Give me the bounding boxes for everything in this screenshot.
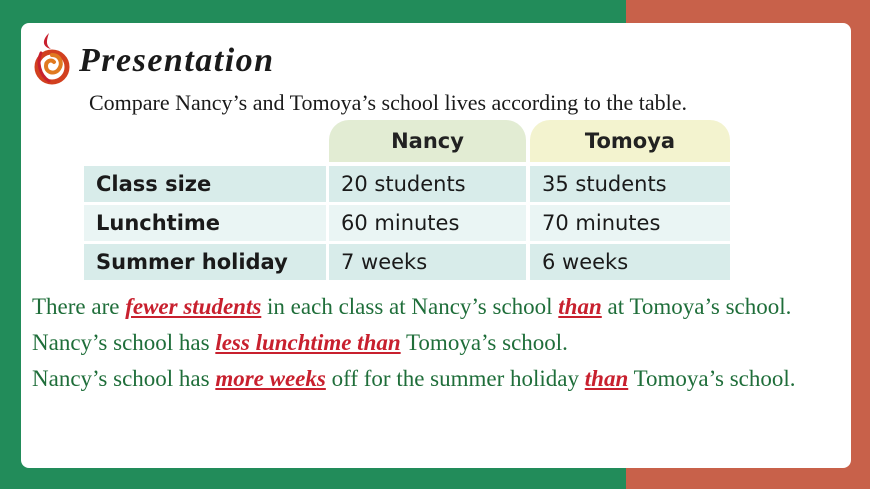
- sentence-text: Tomoya’s school.: [400, 330, 568, 355]
- row-label: Class size: [84, 166, 326, 202]
- sentence-text: at Tomoya’s school.: [601, 294, 792, 319]
- table-row: [84, 205, 730, 241]
- nancy-value: 7 weeks: [329, 244, 526, 280]
- answer-blank: less lunchtime than: [215, 330, 401, 355]
- instruction-text: Compare Nancy’s and Tomoya’s school lives according to the table.: [89, 90, 688, 115]
- table-row: [84, 244, 730, 280]
- page-title: Presentation: [79, 42, 275, 79]
- tomoya-value: 70 minutes: [530, 205, 730, 241]
- sentence-1: [32, 289, 844, 325]
- answer-sentences: [32, 289, 844, 397]
- answer-blank: than: [584, 366, 629, 391]
- nancy-value: 20 students: [329, 166, 526, 202]
- swirl-logo-icon: [33, 31, 71, 87]
- answer-blank: than: [558, 294, 602, 319]
- tomoya-value: 6 weeks: [530, 244, 730, 280]
- sentence-text: There are: [32, 294, 126, 319]
- sentence-text: Nancy’s school has: [32, 366, 216, 391]
- answer-blank: more weeks: [215, 366, 326, 391]
- sentence-text: in each class at Nancy’s school: [261, 294, 559, 319]
- content-card: [21, 23, 851, 468]
- nancy-value: 60 minutes: [329, 205, 526, 241]
- column-header-tomoya: Tomoya: [530, 120, 730, 162]
- tomoya-value: 35 students: [530, 166, 730, 202]
- sentence-text: Tomoya’s school.: [628, 366, 796, 391]
- column-header-nancy: Nancy: [329, 120, 526, 162]
- comparison-table: [84, 120, 730, 280]
- sentence-3: [32, 361, 844, 397]
- sentence-2: [32, 325, 844, 361]
- sentence-text: off for the summer holiday: [325, 366, 585, 391]
- sentence-text: Nancy’s school has: [32, 330, 216, 355]
- row-label: Lunchtime: [84, 205, 326, 241]
- answer-blank: fewer students: [125, 294, 262, 319]
- table-row: [84, 166, 730, 202]
- row-label: Summer holiday: [84, 244, 326, 280]
